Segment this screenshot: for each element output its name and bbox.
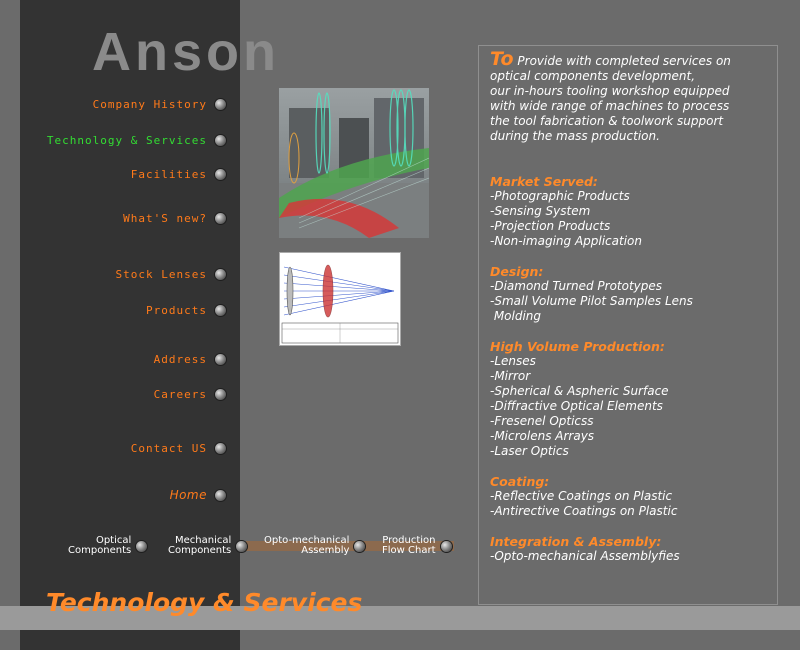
nav-bullet-icon [215,490,226,501]
nav-item-home[interactable] [170,488,226,502]
nav-bullet-icon [215,389,226,400]
section-line: -Reflective Coatings on Plastic [490,489,673,503]
nav-bullet-icon [215,135,226,146]
section-heading-integration: Integration & Assembly: [490,534,662,549]
sub-nav-bullet-icon [136,541,147,552]
sub-nav-bullet-icon [236,541,247,552]
lens-ray-diagram [279,252,401,346]
section-line: -Projection Products [490,219,611,233]
sub-nav-opto-mechanical-assembly[interactable] [264,536,365,556]
intro-line: during the mass production. [490,129,660,143]
section-line: -Lenses [490,354,536,368]
section-heading-high-volume: High Volume Production: [490,339,665,354]
brand-logo: Anson [92,22,280,82]
section-line: -Diamond Turned Prototypes [490,279,663,293]
section-line: -Spherical & Aspheric Surface [490,384,669,398]
content-panel [478,45,778,605]
nav-item-contact-us[interactable] [131,442,226,455]
intro-line: with wide range of machines to process [490,99,730,113]
section-line: -Mirror [490,369,531,383]
section-line: -Small Volume Pilot Samples Lens [490,294,693,308]
section-line: -Fresenel Opticss [490,414,594,428]
section-line: -Photographic Products [490,189,630,203]
nav-item-whats-new[interactable] [123,212,226,225]
lens-ray-graphic [280,253,400,345]
nav-item-technology-services[interactable] [47,134,226,147]
nav-item-products[interactable] [146,304,226,317]
intro-to: To [490,48,514,70]
page-title: Technology & Services [46,588,363,617]
nav-bullet-icon [215,99,226,110]
nav-item-address[interactable] [154,353,226,366]
intro-line: our in-hours tooling workshop equipped [490,84,730,98]
nav-bullet-icon [215,213,226,224]
sub-nav-label: Production Flow Chart [382,535,436,556]
nav-label: Stock Lenses [115,268,207,281]
nav-label: Address [153,353,207,366]
sub-nav-optical-components[interactable] [68,536,147,556]
section-line: -Microlens Arrays [490,429,595,443]
section-heading-coating: Coating: [490,474,550,489]
nav-label: Products [146,304,207,317]
nav-bullet-icon [215,305,226,316]
section-line: -Antirective Coatings on Plastic [490,504,678,518]
sub-nav-production-flow-chart[interactable] [382,536,452,556]
nav-label: Careers [153,388,207,401]
section-heading-design: Design: [490,264,544,279]
sub-nav-label: Opto-mechanical Assembly [264,535,350,556]
sub-nav-bullet-icon [441,541,452,552]
optics-photo [279,88,429,238]
nav-bullet-icon [215,269,226,280]
section-line: -Sensing System [490,204,591,218]
nav-label: Home [169,488,207,502]
nav-item-facilities[interactable] [131,168,226,181]
section-line: -Opto-mechanical Assemblyfies [490,549,680,563]
sub-nav-bullet-icon [354,541,365,552]
intro-line: the tool fabrication & toolwork support [490,114,724,128]
intro-line: optical components development, [490,69,696,83]
nav-item-company-history[interactable] [93,98,226,111]
section-line: -Laser Optics [490,444,569,458]
nav-label: Company History [92,98,207,111]
sub-nav-label: Mechanical Components [168,535,232,556]
optics-photo-graphic [279,88,429,238]
nav-bullet-icon [215,169,226,180]
intro-first-line [490,48,769,70]
sub-nav-label: Optical Components [68,535,132,556]
intro-first-text: Provide with completed services on [513,54,731,68]
nav-label: Technology & Services [46,134,207,147]
nav-bullet-icon [215,354,226,365]
section-line: Molding [490,309,542,323]
sub-nav-mechanical-components[interactable] [168,536,247,556]
section-line: -Non-imaging Application [490,234,642,248]
nav-label: Contact US [130,442,207,455]
nav-item-careers[interactable] [154,388,226,401]
nav-label: Facilities [130,168,207,181]
section-heading-market: Market Served: [490,174,598,189]
nav-bullet-icon [215,443,226,454]
nav-item-stock-lenses[interactable] [116,268,226,281]
nav-label: What'S new? [123,212,207,225]
section-line: -Diffractive Optical Elements [490,399,663,413]
